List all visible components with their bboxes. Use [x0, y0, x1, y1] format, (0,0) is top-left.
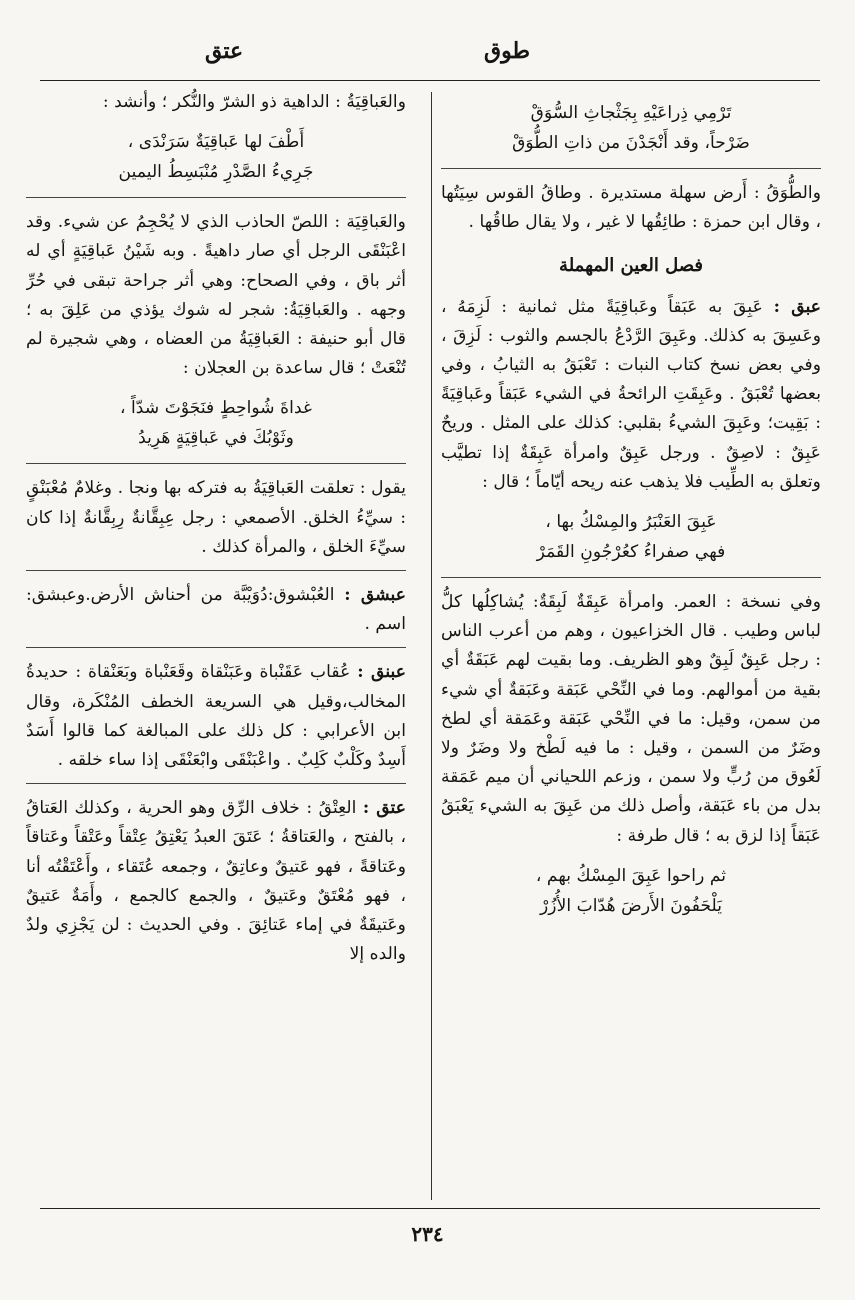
paragraph: والعَباقِيَةُ : الداهية ذو الشرّ والنُّكر ؛ وأنشد : — [102, 92, 406, 112]
separator — [441, 577, 821, 578]
separator — [26, 783, 406, 784]
header-right-word: طوق — [484, 38, 530, 64]
entry-text: العِتْقُ : خلاف الرِّق وهو الحرية ، وكذلك العَتاقُ ، بالفتح ، والعَتاقةُ ؛ عَتَقَ العبدُ يَعْتِقُ عِتْقاً وعَتْقاً وعَتاقاً وعَتاقةً ، فهو عَتيقٌ وعاتِقٌ ، وجمعه عُتَقاء ، وأَعْتَقْتُه أنا ، فهو مُعْتَقٌ وعَتيقٌ ، والجمع كالجمع ، وأَمَةٌ عَتيقٌ وعَتيقَةٌ في إماء عَتائِقَ . وفي الحديث : لن يَجْزِي ولدٌ والده إلا — [26, 798, 406, 965]
section-title: فصل العين المهملة — [559, 255, 703, 277]
page-number: ٢٣٤ — [411, 1222, 444, 1246]
entry-text: العُبْشوق:دُوَيْبَّة من أحناش الأرض.وعبشق: اسم . — [26, 585, 406, 635]
entry-abshaq — [26, 581, 406, 639]
entry-abanq — [26, 658, 406, 775]
separator — [26, 463, 406, 464]
headword: عبنق : — [357, 662, 406, 683]
separator — [26, 570, 406, 571]
top-rule — [40, 80, 820, 81]
entry-text: عَبِقَ به عَبَقاً وعَباقِيَةً مثل ثمانية : لَزِمَهُ ، وعَسِقَ به كذلك. وعَبِقَ الرَّدْعُ بالجسم والثوب : لَزِقَ ، وفي بعض نسخ كتاب النبات : تَعْبَقُ به الثيابُ ، وفي بعضها تُعْبَقُ . وعَبِقَتِ الرائحةُ في الشيء عَبَقاً وعَباقِيَةً : بَقِيت؛ وعَبِقَ الشيءُ بقلبي: كذلك على المثل . وريحٌ عَبِقٌ : لاصِقٌ . ورجل عَبِقٌ وامرأة عَبِقَةٌ إذا تطيَّب وتعلق به الطِّيب فلا يذهب عنه ريحه أيّاماً ؛ قال : — [441, 296, 821, 492]
verse-line: غداةَ شُواحِطٍ فنَجَوْتَ شدّاً ، — [120, 398, 312, 419]
verse-line: عَبِقَ العَنْبَرُ والمِسْكُ بها ، — [545, 512, 717, 533]
page-header — [0, 38, 855, 82]
separator — [26, 197, 406, 198]
header-left-word: عتق — [205, 38, 244, 64]
paragraph: وفي نسخة : العمر. وامرأة عَبِقَةٌ لَبِقَةٌ: يُشاكِلُها كلُّ لباس وطيب . قال الخزاعيون ، وهم من أعرب الناس : رجل عَبِقٌ لَبِقٌ وهو الظريف. وما بقيت لهم عَبَقَةٌ أي بقية من أموالهم. وما في النِّحْي عَبَقة وعَبَقةٌ أي شيء من سمن، وقيل: ما في النِّحْي عَبَقة وعَمَقة أي لطخ وضَرٌ من السمن ، وقيل : ما فيه لَطْخ ولا وضَرٌ ولا لَعُوق من رُبٍّ ولا سمن ، وزعم اللحياني أن ميم عَمَقة بدل من باء عَبَقة، وأصل ذلك من عَبِقَ به الشيء يَعْبَقُ عَبَقاً إذا لزق به ؛ قال طرفة : — [441, 592, 821, 846]
verse-line: جَرِيءُ الصَّدْرِ مُنْبَسِطُ اليمين — [118, 162, 314, 183]
separator — [26, 647, 406, 648]
entry-abaq — [441, 293, 821, 497]
left-column — [26, 88, 406, 1200]
separator — [441, 168, 821, 169]
verse-line: فهي صفراءُ كعُرْجُونِ القَمَرْ — [536, 542, 726, 563]
verse-line: أَطْفَ لها عَباقِيَةٌ سَرَنْدَى ، — [127, 132, 305, 153]
paragraph: يقول : تعلقت العَباقِيَةُ به فتركه بها ونجا . وغلامٌ مُعْبَنْقٍ : سيِّءُ الخلق. الأصمعي : رجل عِبِقَّانةٌ رِبِقَّانةٌ إذا كان سيِّءَ الخلق ، والمرأة كذلك . — [26, 478, 406, 557]
verse-line: وثَوْبُكَ في عَباقِيَةٍ هَرِيدُ — [138, 428, 294, 449]
right-column — [441, 88, 821, 1200]
verse — [441, 507, 821, 567]
verse — [441, 98, 821, 158]
paragraph: والعَباقِيَة : اللصّ الحاذب الذي لا يُحْجِمُ عن شيء. وقد اعْبَنْقَى الرجل أي صار داهيةً . وبه شَيْنُ عَباقِيَةٍ أي له أثر باق ، وفي الصحاح: وهي أثر جراحة تبقى في حُرِّ وجهه . والعَباقِيَةُ: شجر له شوك يؤذي من عَلِقَ به ؛ قال أبو حنيفة : العَباقِيَةُ من العضاه ، وهي شجيرة لم تُنْعَتْ ؛ قال ساعدة بن العجلان : — [26, 212, 406, 379]
headword: عبق : — [773, 296, 821, 317]
verse-line: يَلْحَفُونَ الأَرضَ هُدّابَ الأُزُرْ — [539, 895, 723, 916]
verse-line: ثم راحوا عَبِقَ المِسْكُ بهم ، — [535, 865, 727, 886]
verse — [441, 861, 821, 921]
verse — [26, 393, 406, 453]
entry-ataq — [26, 794, 406, 969]
headword: عبشق : — [344, 585, 406, 606]
paragraph: والطُّوَقُ : أَرض سهلة مستديرة . وطاقُ القوس سِيَتُها ، وقال ابن حمزة : طائِقُها لا غير ، ولا يقال طاقُها . — [441, 183, 821, 233]
verse — [26, 127, 406, 187]
bottom-rule — [40, 1208, 820, 1209]
entry-text: عُقاب عَقَنْباة وعَبَنْقاة وقَعَنْباة وبَعَنْقاة : حديدةُ المخالب،وقيل هي السريعة الخطف المُنْكَرة، وقال ابن الأعرابي : كل ذلك على المبالغة كما قالوا أَسَدٌ أَسِدٌ وكَلْبٌ كَلِبٌ . واعْبَنْقَى وابْعَنْقَى إذا ساء خلقه . — [26, 662, 406, 771]
verse-line: ضَرْحاً، وقد أَنْجَدْنَ من ذاتِ الطُّوَقْ — [512, 133, 750, 153]
verse-line: تَرْمِي ذِراعَيْهِ بِجَثْجاثِ السُّوَقْ — [530, 103, 732, 123]
column-divider — [431, 92, 432, 1200]
headword: عتق : — [362, 798, 406, 819]
